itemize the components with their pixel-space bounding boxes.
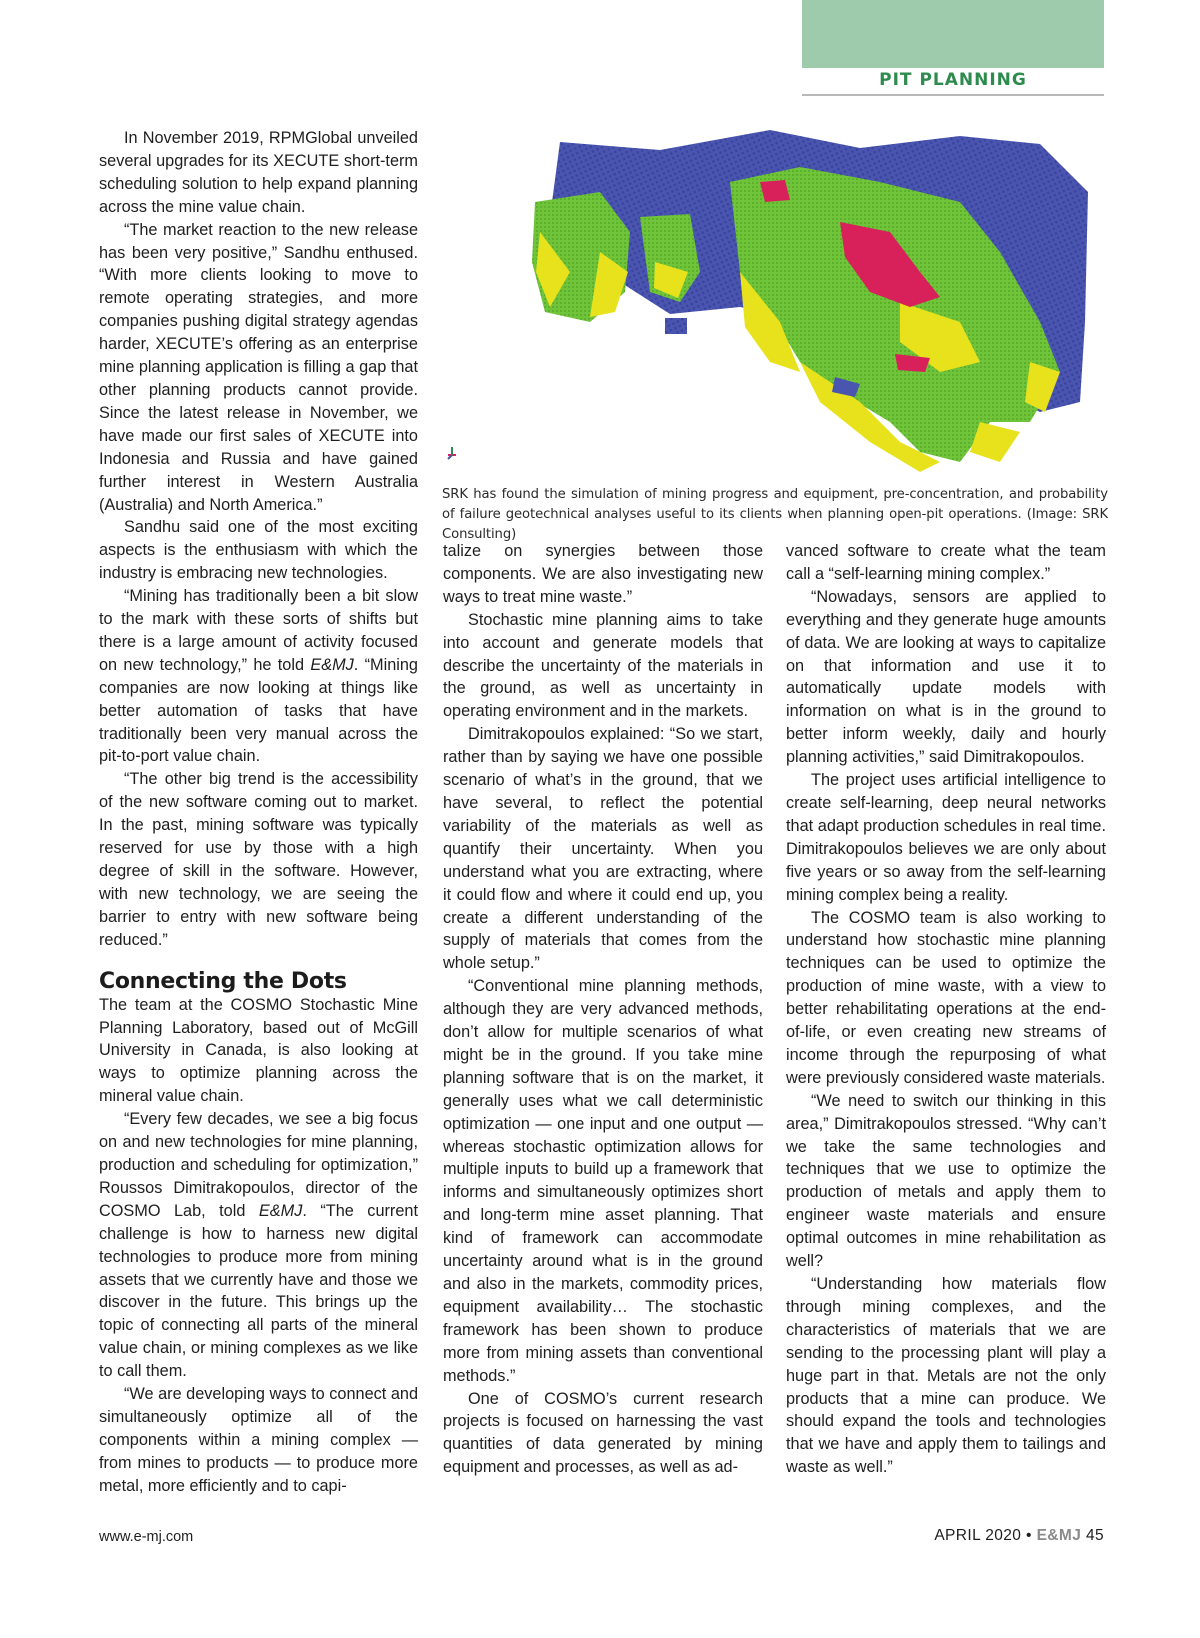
paragraph: [99, 1108, 418, 1383]
paragraph: “We are developing ways to connect and simultaneously optimize all of the components within a mining complex — from mines to products — to produce more metal, more efficiently and to capi-: [99, 1385, 418, 1495]
issue-date: APRIL 2020 •: [934, 1527, 1037, 1544]
paragraph-text: “Every few decades, we see a big focus on and new technologies for mine planning, production and scheduling for optimization,” Roussos Dimitrakopoulos, director of the COSMO Lab, told: [99, 1110, 418, 1220]
section-heading: Connecting the Dots: [99, 968, 347, 994]
paragraph: vanced software to create what the team call a “self-learning mining complex.”: [786, 542, 1106, 583]
paragraph: “Conventional mine planning methods, although they are very advanced methods, don’t allow for multiple scenarios of what might be in the ground. If you take mine planning software that is on the market, it generally uses what we call deterministic optimization — one input and one output — whereas stochastic optimization allows for multiple inputs to build up a framework that informs and simultaneously optimizes short and long-term mine asset planning. That kind of framework can accommodate uncertainty around what is in the ground and also in the markets, commodity prices, equipment availability… The stochastic framework has been shown to produce more from mining assets than conventional methods.”: [443, 977, 763, 1385]
article-column-2: [443, 540, 763, 1479]
pit-model-figure: [440, 122, 1110, 488]
paragraph: [99, 585, 418, 768]
article-column-3: [786, 540, 1106, 1479]
paragraph: “Nowadays, sensors are applied to everything and they generate huge amounts of data. We are looking at ways to capitalize on that information and use it to automatically update models with information on what is in the ground to better inform weekly, daily and hourly planning activities,” said Dimitrakopoulos.: [786, 587, 1106, 767]
paragraph: The COSMO team is also working to understand how stochastic mine planning techniques can be used to optimize the production of mine waste, with a view to better rehabilitating operations at the end-of-life, or even creating new streams of income through the repurposing of what were previously considered waste materials.: [786, 908, 1106, 1087]
paragraph: The team at the COSMO Stochastic Mine Planning Laboratory, based out of McGill University in Canada, is also looking at ways to optimize planning across the mineral value chain.: [99, 995, 418, 1106]
paragraph: In November 2019, RPMGlobal unveiled several upgrades for its XECUTE short-term scheduling solution to help expand planning across the mine value chain.: [99, 129, 418, 216]
brand-name: E&MJ: [1036, 1527, 1082, 1544]
paragraph: Sandhu said one of the most exciting aspects is the enthusiasm with which the industry is embracing new technologies.: [99, 518, 418, 583]
section-color-band: [802, 0, 1104, 68]
paragraph: talize on synergies between those components. We are also investigating new ways to treat mine waste.”: [443, 542, 763, 606]
publication-name: E&MJ: [310, 655, 354, 674]
paragraph-text: “Mining has traditionally been a bit slow to the mark with these sorts of shifts but there is a large amount of activity focused on new technology,” he told: [99, 587, 418, 674]
article-column-1: [99, 127, 418, 1498]
paragraph: “The market reaction to the new release has been very positive,” Sandhu enthused. “With more clients looking to move to remote operating strategies, and more companies pushing digital strategy agendas harder, XECUTE’s offering as an enterprise mine planning application is filling a gap that other planning products cannot provide. Since the latest release in November, we have made our first sales of XECUTE into Indonesia and Russia and have gained further interest in Western Australia (Australia) and North America.”: [99, 220, 418, 514]
paragraph-text: . “Mining companies are now looking at things like better automation of tasks that have traditionally been very manual across the pit-to-port value chain.: [99, 655, 418, 766]
paragraph: “The other big trend is the accessibility of the new software coming out to market. In the past, mining software was typically reserved for use by those with a high degree of skill in the software. However, with new technology, we are seeing the barrier to entry with new software being reduced.”: [99, 770, 418, 949]
publication-name: E&MJ: [258, 1201, 303, 1220]
paragraph: Dimitrakopoulos explained: “So we start, rather than by saying we have one possible scenario of what’s in the ground, that we have several, to reflect the potential variability of the materials as well as quantify their uncertainty. When you understand what you are extracting, where it could flow and where it could end up, you create a different understanding of the supply of materials that comes from the whole setup.”: [443, 725, 763, 973]
paragraph: The project uses artificial intelligence to create self-learning, deep neural networks that adapt production schedules in real time. Dimitrakopoulos believes we are only about five years or so away from the self-learning mining complex being a reality.: [786, 771, 1106, 904]
page-number: 45: [1085, 1527, 1104, 1544]
paragraph: “We need to switch our thinking in this area,” Dimitrakopoulos stressed. “Why can’t we take the same technologies and techniques that we use to optimize the production of metals and apply them to engineer waste materials and ensure optimal outcomes in mine rehabilitation as well?: [786, 1091, 1106, 1271]
figure-caption: SRK has found the simulation of mining progress and equipment, pre-concentration, and probability of failure geotechnical analyses useful to its clients when planning open-pit operations. (Image: SRK Consulting): [442, 487, 1108, 542]
section-label: PIT PLANNING: [802, 68, 1104, 96]
paragraph: “Understanding how materials flow through mining complexes, and the characteristics of materials that we are sending to the processing plant will play a huge part in that. Metals are not the only products that a mine can produce. We should expand the tools and technologies that we have and apply them to tailings and waste as well.”: [786, 1275, 1106, 1477]
pit-model-image: [440, 122, 1110, 488]
paragraph-text: . “The current challenge is how to harness new digital technologies to produce more from mining assets that we currently have and those we discover in the future. This brings up the topic of connecting all parts of the mineral value chain, or mining complexes as we like to call them.: [99, 1201, 418, 1381]
footer-issue: [934, 1527, 1104, 1545]
paragraph: Stochastic mine planning aims to take into account and generate models that describe the uncertainty of the materials in the ground, as well as uncertainty in operating environment and in the markets.: [443, 610, 763, 721]
paragraph: One of COSMO’s current research projects is focused on harnessing the vast quantities of data generated by mining equipment and processes, as well as ad-: [443, 1389, 763, 1477]
footer-url[interactable]: www.e-mj.com: [99, 1529, 194, 1545]
